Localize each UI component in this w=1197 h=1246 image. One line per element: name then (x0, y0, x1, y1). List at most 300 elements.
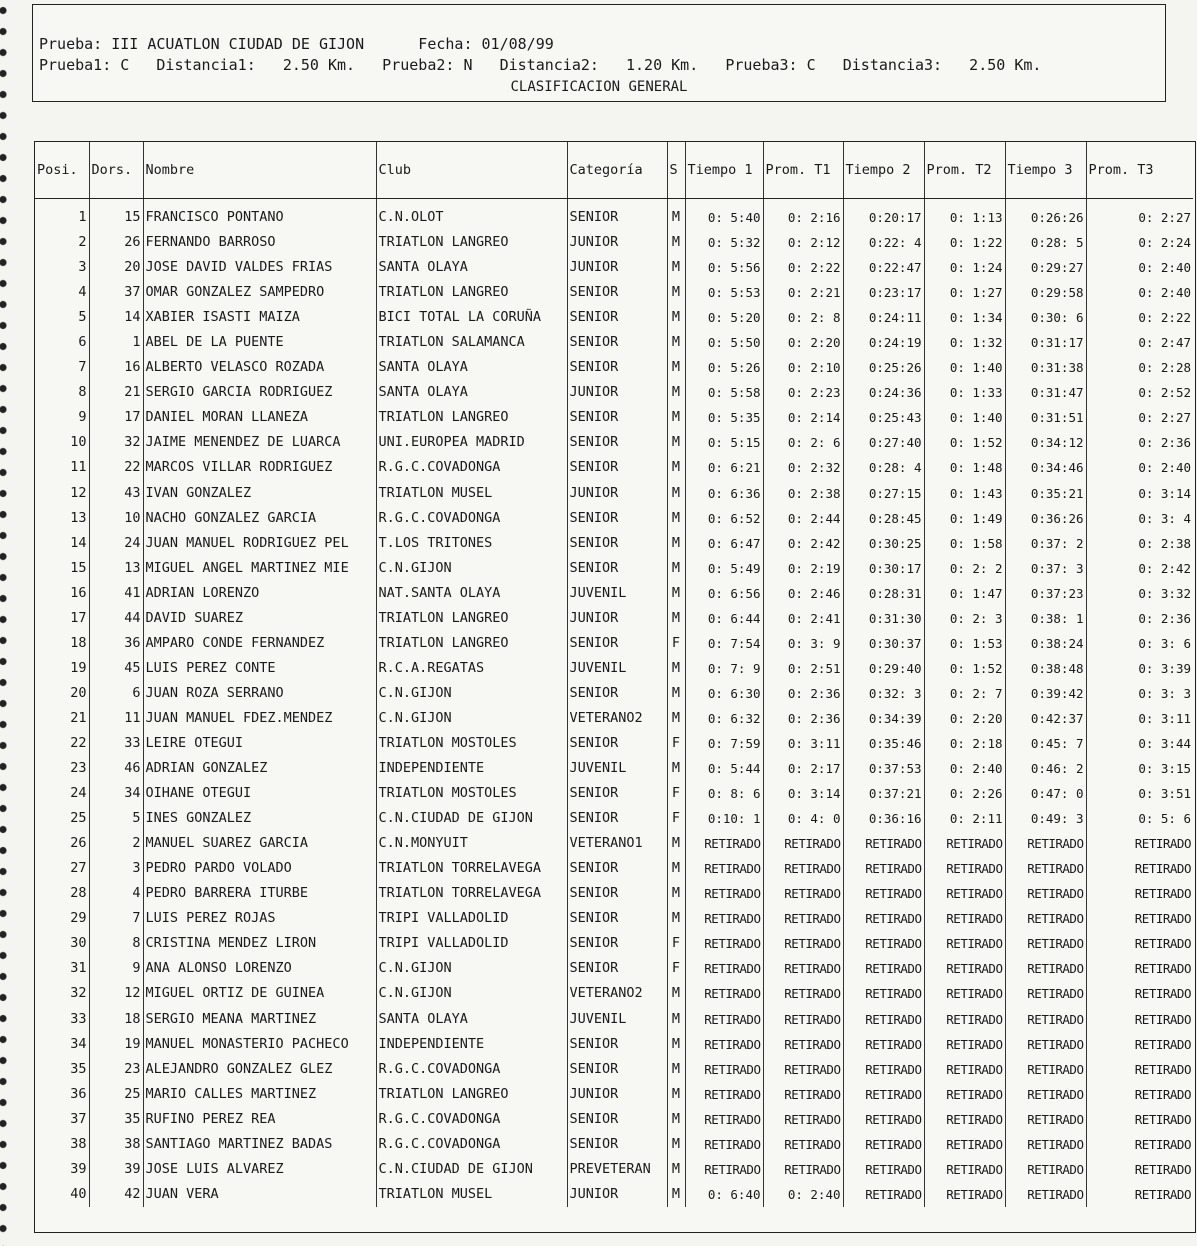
table-row (35, 330, 1193, 355)
cell-nombre: ALEJANDRO GONZALEZ GLEZ (143, 1057, 376, 1082)
cell-tiempo-2: 0:28:31 (843, 581, 924, 606)
cell-prom-t1: 0: 2:44 (763, 506, 843, 531)
cell-sexo: M (667, 1182, 685, 1207)
cell-tiempo-1: 0: 7: 9 (685, 656, 763, 681)
cell-tiempo-3: RETIRADO (1005, 931, 1086, 956)
cell-nombre: LEIRE OTEGUI (143, 731, 376, 756)
cell-tiempo-1: 0: 5:50 (685, 330, 763, 355)
cell-tiempo-2: RETIRADO (843, 1182, 924, 1207)
cell-club: TRIPI VALLADOLID (376, 906, 567, 931)
table-row (35, 856, 1193, 881)
cell-posicion: 26 (35, 831, 89, 856)
cell-nombre: PEDRO PARDO VOLADO (143, 856, 376, 881)
cell-prom-t1: 0: 4: 0 (763, 806, 843, 831)
cell-tiempo-1: 0: 5:35 (685, 405, 763, 430)
cell-categoria: SENIOR (567, 531, 667, 556)
cell-prom-t1: 0: 2: 8 (763, 305, 843, 330)
cell-tiempo-1: RETIRADO (685, 1107, 763, 1132)
cell-dorsal: 11 (89, 706, 143, 731)
cell-tiempo-2: RETIRADO (843, 1107, 924, 1132)
cell-prom-t3: RETIRADO (1134, 1011, 1191, 1027)
cell-nombre: INES GONZALEZ (143, 806, 376, 831)
cell-prom-t3: 0: 2:40 (1138, 285, 1191, 301)
cell-prom-t3: RETIRADO (1134, 911, 1191, 927)
cell-posicion: 16 (35, 581, 89, 606)
table-body (35, 199, 1193, 1207)
cell-prom-t1: 0: 2:14 (763, 405, 843, 430)
table-row (35, 631, 1193, 656)
cell-prom-t1: 0: 2:40 (763, 1182, 843, 1207)
cell-dorsal: 3 (89, 856, 143, 881)
cell-tiempo-2: 0:35:46 (843, 731, 924, 756)
cell-prom-t1: 0: 2:12 (763, 230, 843, 255)
table-row (35, 831, 1193, 856)
cell-nombre: DAVID SUAREZ (143, 606, 376, 631)
cell-sexo: M (667, 380, 685, 405)
cell-nombre: ADRIAN LORENZO (143, 581, 376, 606)
cell-prom-t3: 0: 3: 3 (1138, 685, 1191, 701)
cell-tiempo-3: 0:37: 3 (1005, 556, 1086, 581)
cell-categoria: SENIOR (567, 280, 667, 305)
cell-prom-t1: 0: 2:16 (763, 199, 843, 231)
cell-tiempo-1: RETIRADO (685, 1007, 763, 1032)
cell-prom-t1: 0: 2:42 (763, 531, 843, 556)
cell-dorsal: 33 (89, 731, 143, 756)
table-row (35, 280, 1193, 305)
cell-dorsal: 10 (89, 506, 143, 531)
cell-sexo: M (667, 831, 685, 856)
cell-sexo: F (667, 781, 685, 806)
cell-tiempo-1: 0: 6:30 (685, 681, 763, 706)
cell-posicion: 5 (35, 305, 89, 330)
cell-dorsal: 6 (89, 681, 143, 706)
cell-nombre: JUAN ROZA SERRANO (143, 681, 376, 706)
cell-posicion: 35 (35, 1057, 89, 1082)
header-box (32, 4, 1166, 102)
cell-tiempo-1: 0: 8: 6 (685, 781, 763, 806)
cell-tiempo-3: RETIRADO (1005, 1132, 1086, 1157)
table-row (35, 731, 1193, 756)
cell-prom-t2: 0: 1:52 (924, 656, 1005, 681)
table-row (35, 455, 1193, 480)
cell-sexo: M (667, 1057, 685, 1082)
cell-tiempo-3: RETIRADO (1005, 856, 1086, 881)
cell-club: R.G.C.COVADONGA (376, 1132, 567, 1157)
cell-prom-t1: 0: 2:36 (763, 706, 843, 731)
cell-nombre: SANTIAGO MARTINEZ BADAS (143, 1132, 376, 1157)
cell-categoria: SENIOR (567, 430, 667, 455)
cell-nombre: AMPARO CONDE FERNANDEZ (143, 631, 376, 656)
cell-tiempo-2: 0:27:40 (843, 430, 924, 455)
cell-categoria: SENIOR (567, 906, 667, 931)
cell-categoria: SENIOR (567, 856, 667, 881)
cell-prom-t3: 0: 3: 6 (1138, 635, 1191, 651)
cell-prom-t1: RETIRADO (763, 931, 843, 956)
cell-tiempo-1: 0: 6:40 (685, 1182, 763, 1207)
table-row (35, 656, 1193, 681)
cell-nombre: MANUEL MONASTERIO PACHECO (143, 1032, 376, 1057)
cell-tiempo-2: 0:36:16 (843, 806, 924, 831)
cell-dorsal: 24 (89, 531, 143, 556)
cell-dorsal: 36 (89, 631, 143, 656)
cell-club: R.G.C.COVADONGA (376, 506, 567, 531)
cell-categoria: SENIOR (567, 1032, 667, 1057)
cell-nombre: DANIEL MORAN LLANEZA (143, 405, 376, 430)
cell-dorsal: 35 (89, 1107, 143, 1132)
table-row (35, 405, 1193, 430)
cell-posicion: 21 (35, 706, 89, 731)
cell-tiempo-3: 0:26:26 (1005, 199, 1086, 231)
cell-categoria: JUNIOR (567, 1082, 667, 1107)
cell-club: TRIATLON TORRELAVEGA (376, 881, 567, 906)
cell-posicion: 30 (35, 931, 89, 956)
cell-prom-t3: 0: 2:36 (1138, 610, 1191, 626)
cell-club: TRIATLON MUSEL (376, 1182, 567, 1207)
cell-prom-t1: 0: 2:51 (763, 656, 843, 681)
column-header-tiempo-1: Tiempo 1 (685, 142, 763, 199)
cell-prom-t2: 0: 1:40 (924, 405, 1005, 430)
cell-tiempo-1: 0: 6:32 (685, 706, 763, 731)
cell-tiempo-3: 0:47: 0 (1005, 781, 1086, 806)
cell-categoria: SENIOR (567, 781, 667, 806)
cell-prom-t3: 0: 2:40 (1138, 260, 1191, 276)
cell-tiempo-1: RETIRADO (685, 1082, 763, 1107)
spiral-binding (0, 0, 10, 1246)
cell-prom-t3: 0: 3:39 (1138, 660, 1191, 676)
cell-prom-t2: 0: 2: 3 (924, 606, 1005, 631)
cell-prom-t3: RETIRADO (1134, 861, 1191, 877)
cell-dorsal: 32 (89, 430, 143, 455)
cell-nombre: SERGIO MEANA MARTINEZ (143, 1007, 376, 1032)
cell-tiempo-3: RETIRADO (1005, 1032, 1086, 1057)
cell-prom-t3: 0: 2:24 (1138, 235, 1191, 251)
cell-nombre: JOSE DAVID VALDES FRIAS (143, 255, 376, 280)
table-row (35, 380, 1193, 405)
cell-sexo: M (667, 481, 685, 506)
cell-posicion: 32 (35, 981, 89, 1006)
cell-prom-t1: RETIRADO (763, 1157, 843, 1182)
cell-club: C.N.GIJON (376, 706, 567, 731)
cell-nombre: FRANCISCO PONTANO (143, 199, 376, 231)
cell-categoria: JUNIOR (567, 255, 667, 280)
cell-tiempo-2: 0:25:43 (843, 405, 924, 430)
cell-posicion: 13 (35, 506, 89, 531)
cell-dorsal: 34 (89, 781, 143, 806)
cell-tiempo-1: RETIRADO (685, 906, 763, 931)
cell-club: TRIATLON LANGREO (376, 280, 567, 305)
header-line-1: Prueba: III ACUATLON CIUDAD DE GIJON Fecha: 01/08/99 (39, 35, 554, 53)
cell-tiempo-2: 0:37:53 (843, 756, 924, 781)
cell-club: TRIATLON LANGREO (376, 1082, 567, 1107)
cell-club: SANTA OLAYA (376, 380, 567, 405)
cell-dorsal: 18 (89, 1007, 143, 1032)
cell-tiempo-3: 0:31:47 (1005, 380, 1086, 405)
cell-prom-t1: 0: 2:22 (763, 255, 843, 280)
cell-tiempo-1: 0: 5:58 (685, 380, 763, 405)
table-row (35, 1082, 1193, 1107)
cell-prom-t3: 0: 3:44 (1138, 736, 1191, 751)
column-header-categoria: Categoría (567, 142, 667, 199)
cell-tiempo-3: 0:31:51 (1005, 405, 1086, 430)
cell-dorsal: 13 (89, 556, 143, 581)
cell-prom-t3: 0: 2:38 (1138, 535, 1191, 551)
cell-posicion: 23 (35, 756, 89, 781)
cell-tiempo-3: 0:34:46 (1005, 455, 1086, 480)
cell-dorsal: 23 (89, 1057, 143, 1082)
cell-prom-t3: 0: 3:14 (1138, 485, 1191, 501)
cell-categoria: JUNIOR (567, 481, 667, 506)
cell-prom-t3: 0: 2:42 (1138, 560, 1191, 576)
cell-dorsal: 20 (89, 255, 143, 280)
cell-nombre: MIGUEL ORTIZ DE GUINEA (143, 981, 376, 1006)
cell-posicion: 8 (35, 380, 89, 405)
cell-dorsal: 9 (89, 956, 143, 981)
cell-prom-t2: RETIRADO (924, 981, 1005, 1006)
table-row (35, 355, 1193, 380)
cell-prom-t1: 0: 2:19 (763, 556, 843, 581)
cell-tiempo-2: RETIRADO (843, 931, 924, 956)
cell-prom-t3: 0: 3: 4 (1138, 510, 1191, 526)
cell-categoria: SENIOR (567, 330, 667, 355)
cell-club: TRIATLON TORRELAVEGA (376, 856, 567, 881)
cell-tiempo-2: 0:24:36 (843, 380, 924, 405)
cell-tiempo-3: RETIRADO (1005, 1157, 1086, 1182)
cell-tiempo-1: RETIRADO (685, 931, 763, 956)
cell-prom-t1: RETIRADO (763, 856, 843, 881)
table-row (35, 931, 1193, 956)
cell-club: TRIATLON LANGREO (376, 631, 567, 656)
cell-categoria: JUVENIL (567, 656, 667, 681)
cell-prom-t3: 0: 2:36 (1138, 435, 1191, 451)
cell-tiempo-3: 0:31:17 (1005, 330, 1086, 355)
column-header-tiempo-3: Tiempo 3 (1005, 142, 1086, 199)
cell-tiempo-2: RETIRADO (843, 1007, 924, 1032)
cell-sexo: M (667, 305, 685, 330)
cell-nombre: XABIER ISASTI MAIZA (143, 305, 376, 330)
cell-categoria: VETERANO1 (567, 831, 667, 856)
cell-tiempo-3: 0:38:24 (1005, 631, 1086, 656)
cell-posicion: 33 (35, 1007, 89, 1032)
cell-posicion: 34 (35, 1032, 89, 1057)
cell-categoria: SENIOR (567, 1107, 667, 1132)
cell-tiempo-3: RETIRADO (1005, 831, 1086, 856)
cell-tiempo-1: RETIRADO (685, 956, 763, 981)
cell-prom-t1: 0: 2:41 (763, 606, 843, 631)
cell-prom-t2: 0: 1:58 (924, 531, 1005, 556)
cell-club: UNI.EUROPEA MADRID (376, 430, 567, 455)
cell-prom-t2: RETIRADO (924, 1182, 1005, 1207)
cell-club: TRIATLON MOSTOLES (376, 781, 567, 806)
table-row (35, 1057, 1193, 1082)
cell-prom-t2: 0: 1:32 (924, 330, 1005, 355)
column-header-club: Club (376, 142, 567, 199)
cell-prom-t1: RETIRADO (763, 1082, 843, 1107)
cell-posicion: 25 (35, 806, 89, 831)
cell-categoria: SENIOR (567, 681, 667, 706)
cell-prom-t1: RETIRADO (763, 1032, 843, 1057)
cell-nombre: ABEL DE LA PUENTE (143, 330, 376, 355)
cell-sexo: M (667, 280, 685, 305)
cell-club: TRIATLON MUSEL (376, 481, 567, 506)
cell-tiempo-2: RETIRADO (843, 831, 924, 856)
table-row (35, 199, 1193, 231)
cell-prom-t1: 0: 2: 6 (763, 430, 843, 455)
cell-sexo: M (667, 1007, 685, 1032)
cell-prom-t2: 0: 1:24 (924, 255, 1005, 280)
cell-club: BICI TOTAL LA CORUÑA (376, 305, 567, 330)
cell-prom-t3: RETIRADO (1134, 1161, 1191, 1177)
cell-prom-t3: 0: 2:22 (1138, 310, 1191, 326)
cell-prom-t3: RETIRADO (1134, 1086, 1191, 1102)
table-row (35, 881, 1193, 906)
cell-prom-t3: RETIRADO (1134, 1111, 1191, 1127)
cell-sexo: M (667, 1107, 685, 1132)
cell-prom-t3: RETIRADO (1134, 986, 1191, 1002)
table-row (35, 556, 1193, 581)
cell-club: TRIATLON LANGREO (376, 230, 567, 255)
cell-prom-t2: RETIRADO (924, 881, 1005, 906)
cell-prom-t2: 0: 1:13 (924, 199, 1005, 231)
cell-tiempo-1: 0: 5:49 (685, 556, 763, 581)
cell-dorsal: 8 (89, 931, 143, 956)
page-subtitle: CLASIFICACION GENERAL (510, 79, 688, 95)
cell-tiempo-1: 0: 6:36 (685, 481, 763, 506)
cell-nombre: MIGUEL ANGEL MARTINEZ MIE (143, 556, 376, 581)
column-header-posicion: Posi. (35, 142, 89, 199)
cell-tiempo-2: RETIRADO (843, 1057, 924, 1082)
cell-dorsal: 5 (89, 806, 143, 831)
table-row (35, 681, 1193, 706)
cell-tiempo-1: 0: 7:54 (685, 631, 763, 656)
cell-tiempo-3: 0:28: 5 (1005, 230, 1086, 255)
cell-tiempo-1: RETIRADO (685, 1057, 763, 1082)
cell-tiempo-1: 0: 5:40 (685, 199, 763, 231)
table-row (35, 1157, 1193, 1182)
cell-dorsal: 15 (89, 199, 143, 231)
cell-tiempo-2: 0:25:26 (843, 355, 924, 380)
cell-tiempo-1: RETIRADO (685, 981, 763, 1006)
cell-categoria: SENIOR (567, 1057, 667, 1082)
cell-tiempo-3: RETIRADO (1005, 1107, 1086, 1132)
cell-dorsal: 37 (89, 280, 143, 305)
cell-posicion: 27 (35, 856, 89, 881)
cell-sexo: M (667, 581, 685, 606)
cell-nombre: FERNANDO BARROSO (143, 230, 376, 255)
cell-posicion: 36 (35, 1082, 89, 1107)
table-row (35, 806, 1193, 831)
cell-prom-t3: 0: 5: 6 (1138, 811, 1191, 827)
cell-tiempo-2: 0:20:17 (843, 199, 924, 231)
cell-tiempo-1: 0: 6:21 (685, 455, 763, 480)
cell-nombre: OIHANE OTEGUI (143, 781, 376, 806)
column-header-sexo: S (667, 142, 685, 199)
cell-sexo: M (667, 230, 685, 255)
cell-sexo: F (667, 731, 685, 756)
cell-tiempo-3: 0:34:12 (1005, 430, 1086, 455)
cell-sexo: M (667, 881, 685, 906)
cell-prom-t2: 0: 1:34 (924, 305, 1005, 330)
column-header-prom-t1: Prom. T1 (763, 142, 843, 199)
cell-prom-t2: 0: 1:43 (924, 481, 1005, 506)
cell-categoria: JUNIOR (567, 1182, 667, 1207)
cell-prom-t2: RETIRADO (924, 856, 1005, 881)
cell-sexo: M (667, 355, 685, 380)
cell-dorsal: 38 (89, 1132, 143, 1157)
cell-posicion: 10 (35, 430, 89, 455)
cell-tiempo-3: RETIRADO (1005, 981, 1086, 1006)
table-row (35, 230, 1193, 255)
cell-club: TRIATLON LANGREO (376, 606, 567, 631)
cell-posicion: 12 (35, 481, 89, 506)
cell-categoria: VETERANO2 (567, 981, 667, 1006)
cell-sexo: M (667, 455, 685, 480)
cell-nombre: JAIME MENENDEZ DE LUARCA (143, 430, 376, 455)
cell-dorsal: 16 (89, 355, 143, 380)
cell-categoria: SENIOR (567, 881, 667, 906)
cell-posicion: 14 (35, 531, 89, 556)
cell-categoria: SENIOR (567, 305, 667, 330)
cell-club: C.N.GIJON (376, 681, 567, 706)
cell-prom-t3: 0: 2:27 (1138, 210, 1191, 226)
cell-prom-t2: RETIRADO (924, 956, 1005, 981)
cell-club: C.N.GIJON (376, 981, 567, 1006)
cell-prom-t2: RETIRADO (924, 906, 1005, 931)
cell-prom-t2: 0: 2:11 (924, 806, 1005, 831)
cell-prom-t3: RETIRADO (1134, 886, 1191, 902)
cell-nombre: MARCOS VILLAR RODRIGUEZ (143, 455, 376, 480)
cell-sexo: M (667, 1082, 685, 1107)
cell-prom-t1: RETIRADO (763, 1007, 843, 1032)
cell-categoria: SENIOR (567, 956, 667, 981)
table-row (35, 981, 1193, 1006)
cell-posicion: 37 (35, 1107, 89, 1132)
cell-prom-t1: 0: 2:36 (763, 681, 843, 706)
cell-tiempo-1: RETIRADO (685, 1132, 763, 1157)
cell-prom-t2: 0: 1:47 (924, 581, 1005, 606)
cell-sexo: M (667, 531, 685, 556)
cell-posicion: 38 (35, 1132, 89, 1157)
cell-tiempo-1: RETIRADO (685, 1032, 763, 1057)
cell-categoria: SENIOR (567, 556, 667, 581)
cell-tiempo-3: RETIRADO (1005, 1082, 1086, 1107)
cell-tiempo-3: 0:45: 7 (1005, 731, 1086, 756)
cell-tiempo-3: RETIRADO (1005, 1182, 1086, 1207)
cell-prom-t2: RETIRADO (924, 1082, 1005, 1107)
table-row (35, 606, 1193, 631)
cell-tiempo-3: 0:36:26 (1005, 506, 1086, 531)
cell-dorsal: 4 (89, 881, 143, 906)
cell-club: C.N.CIUDAD DE GIJON (376, 806, 567, 831)
cell-club: R.G.C.COVADONGA (376, 455, 567, 480)
cell-tiempo-1: 0: 6:52 (685, 506, 763, 531)
cell-posicion: 17 (35, 606, 89, 631)
cell-prom-t2: 0: 2:40 (924, 756, 1005, 781)
cell-tiempo-2: RETIRADO (843, 906, 924, 931)
cell-posicion: 4 (35, 280, 89, 305)
table-row (35, 781, 1193, 806)
cell-nombre: CRISTINA MENDEZ LIRON (143, 931, 376, 956)
cell-prom-t2: RETIRADO (924, 1107, 1005, 1132)
table-row (35, 1132, 1193, 1157)
cell-posicion: 3 (35, 255, 89, 280)
cell-tiempo-2: 0:24:11 (843, 305, 924, 330)
cell-categoria: JUNIOR (567, 606, 667, 631)
cell-sexo: M (667, 606, 685, 631)
cell-nombre: PEDRO BARRERA ITURBE (143, 881, 376, 906)
cell-nombre: LUIS PEREZ ROJAS (143, 906, 376, 931)
cell-posicion: 9 (35, 405, 89, 430)
cell-club: T.LOS TRITONES (376, 531, 567, 556)
